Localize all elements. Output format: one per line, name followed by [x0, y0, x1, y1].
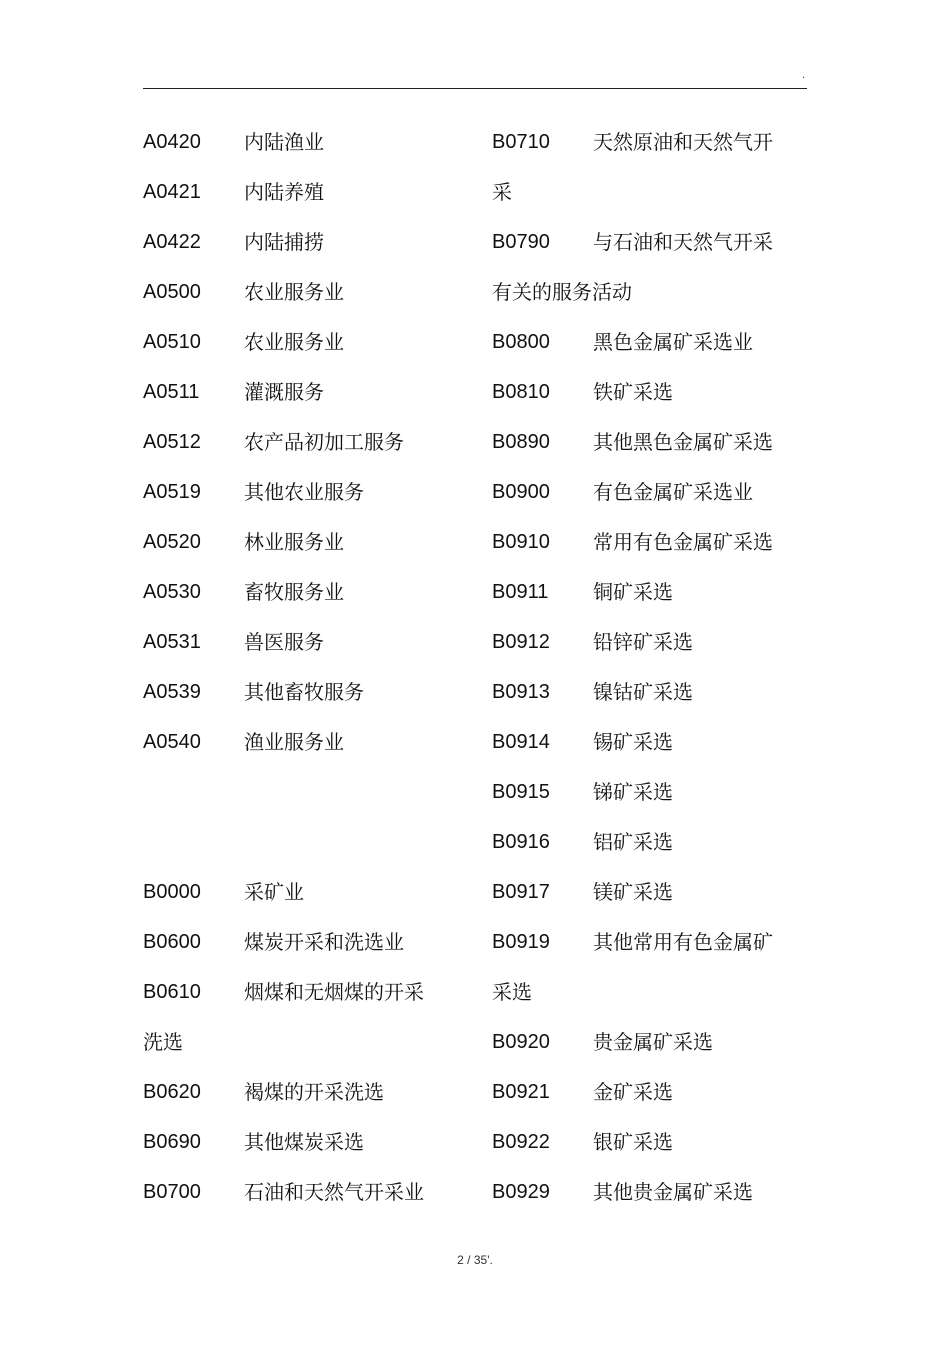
list-item [143, 624, 483, 674]
list-item [143, 824, 483, 874]
item-code: A0540 [143, 731, 201, 753]
item-name: 其他农业服务 [244, 480, 364, 504]
item-code: A0420 [143, 131, 201, 153]
item-name-continuation: 有关的服务活动 [492, 280, 632, 304]
list-item [143, 374, 483, 424]
item-name: 铝矿采选 [593, 830, 673, 854]
item-name: 镁矿采选 [593, 880, 673, 904]
item-name: 采矿业 [244, 880, 304, 904]
item-code: A0520 [143, 531, 201, 553]
list-item [143, 1124, 483, 1174]
item-code: A0539 [143, 681, 201, 703]
item-code: B0921 [492, 1081, 550, 1103]
list-item [143, 1024, 483, 1074]
item-name: 贵金属矿采选 [593, 1030, 713, 1054]
item-name: 其他畜牧服务 [244, 680, 364, 704]
list-item [492, 1124, 812, 1174]
item-code: B0690 [143, 1131, 201, 1153]
item-name-continuation: 采选 [492, 980, 532, 1004]
item-name: 褐煤的开采洗选 [244, 1080, 384, 1104]
item-name: 石油和天然气开采业 [244, 1180, 424, 1204]
item-name: 天然原油和天然气开 [593, 130, 773, 154]
item-code: B0710 [492, 131, 550, 153]
item-name: 煤炭开采和洗选业 [244, 930, 404, 954]
list-item [492, 174, 812, 224]
list-item [143, 474, 483, 524]
item-name: 其他煤炭采选 [244, 1130, 364, 1154]
item-code: B0620 [143, 1081, 201, 1103]
list-item [492, 124, 812, 174]
item-name: 镍钴矿采选 [593, 680, 693, 704]
list-item [143, 724, 483, 774]
item-code: A0421 [143, 181, 201, 203]
list-item [492, 624, 812, 674]
item-name: 灌溉服务 [244, 380, 324, 404]
right-column [492, 124, 812, 1224]
item-code: B0913 [492, 681, 550, 703]
item-code: B0912 [492, 631, 550, 653]
list-item [492, 1024, 812, 1074]
list-item [492, 774, 812, 824]
item-code: B0914 [492, 731, 550, 753]
item-code: B0900 [492, 481, 550, 503]
item-name: 金矿采选 [593, 1080, 673, 1104]
list-item [492, 1174, 812, 1224]
list-item [492, 824, 812, 874]
item-name: 内陆养殖 [244, 180, 324, 204]
item-code: B0919 [492, 931, 550, 953]
item-code: B0915 [492, 781, 550, 803]
list-item [492, 674, 812, 724]
left-column [143, 124, 483, 1224]
list-item [143, 774, 483, 824]
item-code: A0530 [143, 581, 201, 603]
list-item [492, 324, 812, 374]
item-name: 与石油和天然气开采 [593, 230, 773, 254]
item-code: B0000 [143, 881, 201, 903]
list-item [492, 224, 812, 274]
list-item [492, 874, 812, 924]
item-name: 林业服务业 [244, 530, 344, 554]
item-name: 其他常用有色金属矿 [593, 930, 773, 954]
list-item [143, 674, 483, 724]
list-item [143, 1174, 483, 1224]
item-name: 烟煤和无烟煤的开采 [244, 980, 424, 1004]
list-item [143, 574, 483, 624]
list-item [143, 1074, 483, 1124]
item-code: B0610 [143, 981, 201, 1003]
item-code: B0800 [492, 331, 550, 353]
list-item [143, 974, 483, 1024]
item-code: B0790 [492, 231, 550, 253]
item-code: A0422 [143, 231, 201, 253]
list-item [143, 924, 483, 974]
item-name: 农业服务业 [244, 330, 344, 354]
page-number: 2 / 35'. [457, 1253, 493, 1267]
header-rule [143, 88, 807, 89]
list-item [492, 724, 812, 774]
item-name: 锑矿采选 [593, 780, 673, 804]
item-name: 铁矿采选 [593, 380, 673, 404]
item-name: 常用有色金属矿采选 [593, 530, 773, 554]
item-name-continuation: 采 [492, 180, 512, 204]
list-item [492, 1074, 812, 1124]
list-item [492, 374, 812, 424]
item-name: 锡矿采选 [593, 730, 673, 754]
item-code: A0500 [143, 281, 201, 303]
list-item [143, 424, 483, 474]
item-name: 内陆捕捞 [244, 230, 324, 254]
list-item [143, 524, 483, 574]
item-name: 农业服务业 [244, 280, 344, 304]
item-code: B0890 [492, 431, 550, 453]
item-code: B0810 [492, 381, 550, 403]
item-name: 有色金属矿采选业 [593, 480, 753, 504]
item-code: B0916 [492, 831, 550, 853]
list-item [492, 574, 812, 624]
list-item [143, 224, 483, 274]
list-item [143, 324, 483, 374]
list-item [492, 424, 812, 474]
item-name: 内陆渔业 [244, 130, 324, 154]
list-item [492, 924, 812, 974]
list-item [143, 274, 483, 324]
item-code: A0510 [143, 331, 201, 353]
item-name: 其他贵金属矿采选 [593, 1180, 753, 1204]
item-code: A0519 [143, 481, 201, 503]
list-item [492, 474, 812, 524]
item-code: B0929 [492, 1181, 550, 1203]
item-code: B0922 [492, 1131, 550, 1153]
item-name: 其他黑色金属矿采选 [593, 430, 773, 454]
item-name: 银矿采选 [593, 1130, 673, 1154]
item-code: B0917 [492, 881, 550, 903]
list-item [143, 124, 483, 174]
list-item [143, 174, 483, 224]
item-name-continuation: 洗选 [143, 1030, 183, 1054]
item-name: 畜牧服务业 [244, 580, 344, 604]
item-name: 农产品初加工服务 [244, 430, 404, 454]
list-item [492, 974, 812, 1024]
item-code: B0700 [143, 1181, 201, 1203]
item-code: B0911 [492, 581, 549, 603]
item-code: B0920 [492, 1031, 550, 1053]
item-code: B0910 [492, 531, 550, 553]
item-code: A0531 [143, 631, 201, 653]
item-code: B0600 [143, 931, 201, 953]
item-name: 铜矿采选 [593, 580, 673, 604]
item-name: 兽医服务 [244, 630, 324, 654]
list-item [143, 874, 483, 924]
list-item [492, 524, 812, 574]
item-name: 黑色金属矿采选业 [593, 330, 753, 354]
item-name: 铅锌矿采选 [593, 630, 693, 654]
list-item [492, 274, 812, 324]
item-code: A0512 [143, 431, 201, 453]
item-code: A0511 [143, 381, 200, 403]
header-mark: . [802, 70, 806, 81]
item-name: 渔业服务业 [244, 730, 344, 754]
